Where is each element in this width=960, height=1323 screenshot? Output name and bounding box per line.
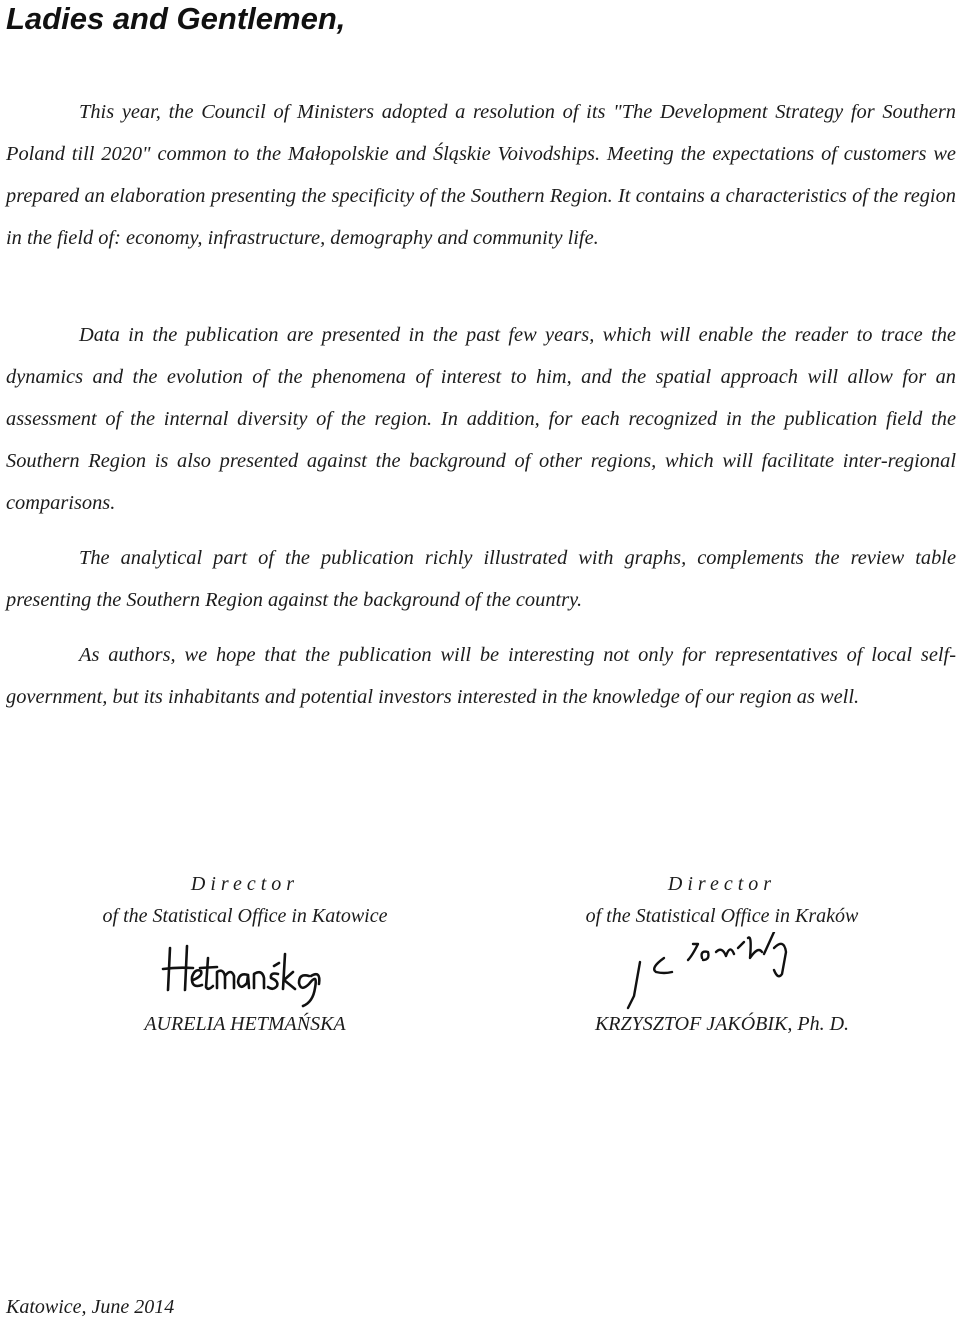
letter-heading: Ladies and Gentlemen, bbox=[6, 1, 346, 36]
director-title: Director bbox=[190, 873, 300, 895]
office-name: of the Statistical Office in Katowice bbox=[102, 905, 388, 927]
signatory-name: AURELIA HETMAŃSKA bbox=[144, 1013, 346, 1035]
handwritten-signature-hetmanska bbox=[35, 932, 455, 1010]
paragraph-strategy: This year, the Council of Ministers adopted a resolution of its "The Development Strategy for Southern Poland till 2020" common to the Małopolskie and Śląskie Voivodships. Meeting the expectations of customers we prepared an elaboration presenting the specificity of the Southern Region. It contains a characteristics of the region in the field of: economy, infrastructure, demography and community life. bbox=[6, 101, 956, 249]
signature-block-krakow bbox=[512, 868, 932, 1038]
director-title: Director bbox=[667, 873, 777, 895]
paragraph-analytical: The analytical part of the publication richly illustrated with graphs, complements the review table presenting the Southern Region against the background of the country. bbox=[6, 547, 956, 611]
signature-block-katowice bbox=[35, 868, 455, 1038]
handwritten-signature-jakobik bbox=[512, 932, 932, 1010]
signatory-name: KRZYSZTOF JAKÓBIK, Ph. D. bbox=[594, 1013, 850, 1035]
paragraph-authors: As authors, we hope that the publication will be interesting not only for representatives of local self-government, but its inhabitants and potential investors interested in the knowledge of our region as well. bbox=[6, 644, 956, 708]
paragraph-data: Data in the publication are presented in the past few years, which will enable the reader to trace the dynamics and the evolution of the phenomena of interest to him, and the spatial approach will allow for an assessment of the internal diversity of the region. In addition, for each recognized in the publication field the Southern Region is also presented against the background of other regions, which will facilitate inter-regional comparisons. bbox=[6, 324, 956, 514]
place-and-date: Katowice, June 2014 bbox=[6, 1296, 175, 1318]
office-name: of the Statistical Office in Kraków bbox=[585, 905, 859, 927]
